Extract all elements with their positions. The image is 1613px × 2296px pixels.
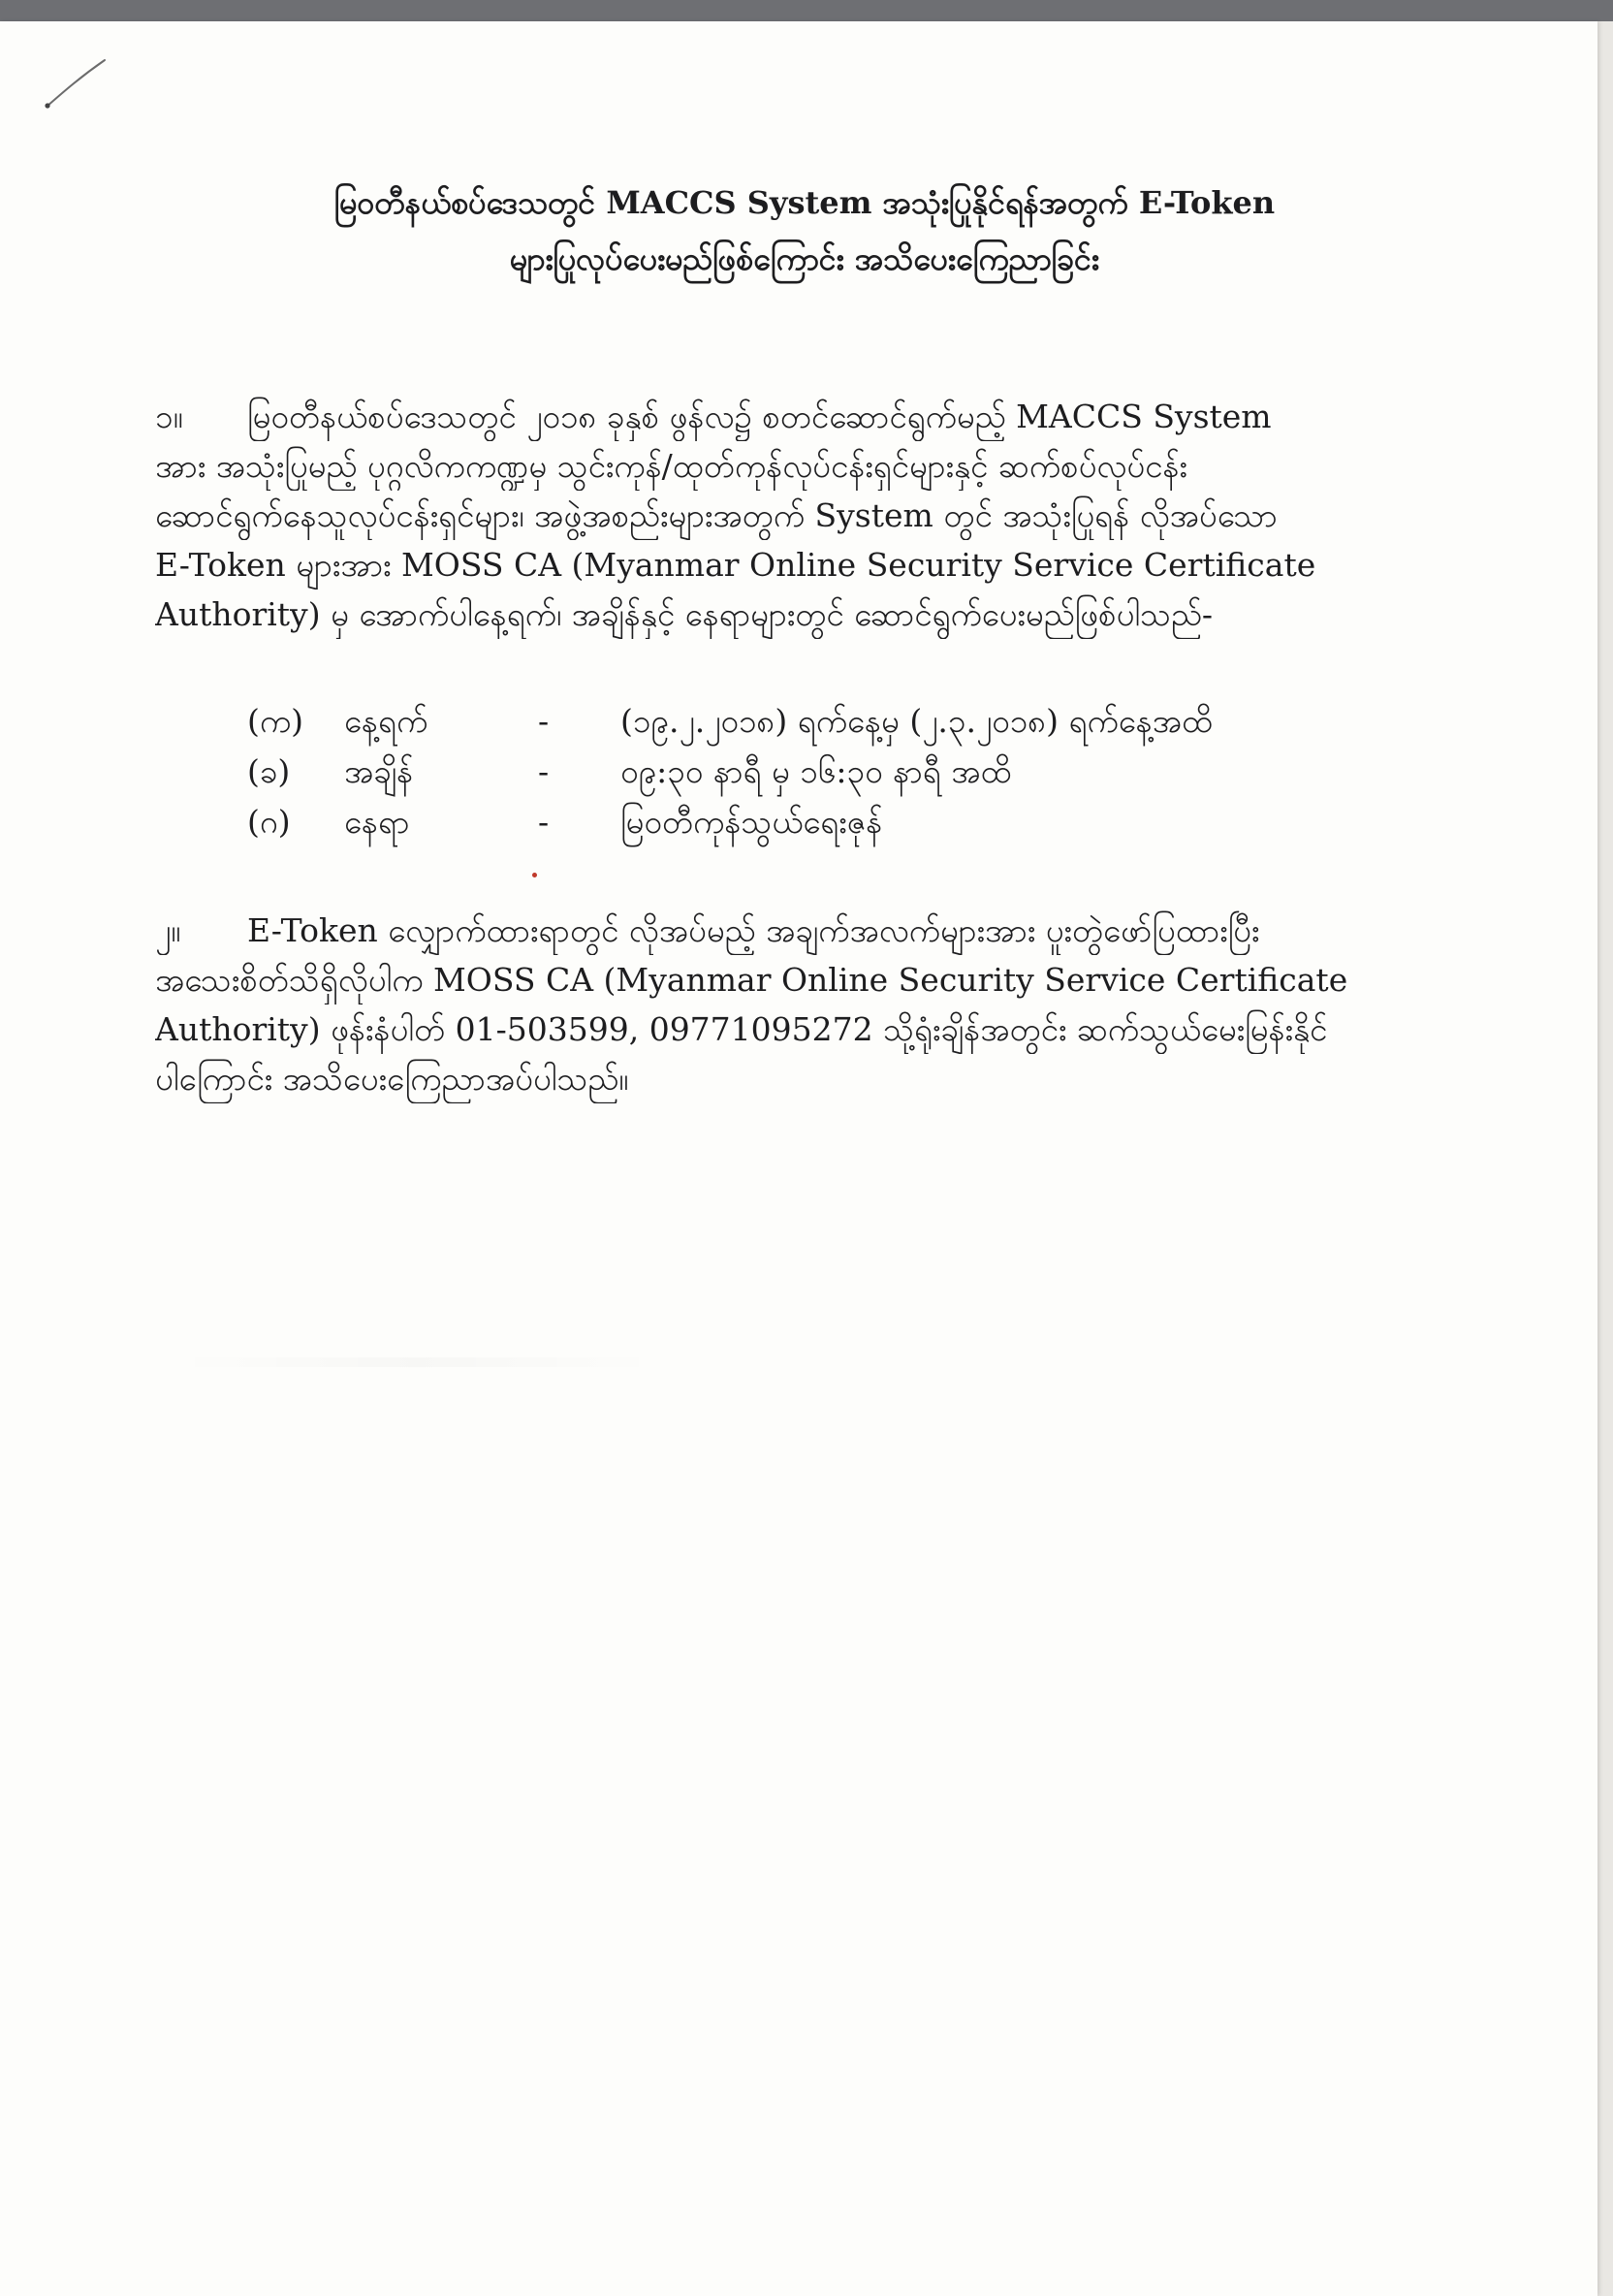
detail-label: နေ့ရက် xyxy=(344,702,428,740)
paragraph-2-line-1-text: E-Token လျှောက်ထားရာတွင် လိုအပ်မည့် အချက်အလက်များအား ပူးတွဲဖော်ပြထားပြီး xyxy=(247,911,1260,949)
detail-dash: - xyxy=(538,803,550,841)
paragraph-2-line-3: Authority) ဖုန်းနံပါတ် 01-503599, 09771095272 သို့ရုံးချိန်အတွင်း ဆက်သွယ်မေးမြန်းနိုင် xyxy=(155,1010,1328,1048)
detail-value: ၀၉:၃၀ နာရီ မှ ၁၆:၃၀ နာရီ အထိ xyxy=(620,752,1012,790)
detail-value: (၁၉.၂.၂၀၁၈) ရက်နေ့မှ (၂.၃.၂၀၁၈) ရက်နေ့အထိ xyxy=(620,702,1213,740)
show-through-bleed xyxy=(174,1357,659,1367)
paragraph-1-line-4: E-Token များအား MOSS CA (Myanmar Online Security Service Certificate xyxy=(155,546,1316,584)
document-title xyxy=(194,175,1415,287)
detail-dash: - xyxy=(538,702,550,740)
title-line-1: မြဝတီနယ်စပ်ဒေသတွင် MACCS System အသုံးပြုနိုင်ရန်အတွက် E-Token xyxy=(333,184,1276,221)
paragraph-1-line-1 xyxy=(155,392,1483,441)
title-line-2: များပြုလုပ်ပေးမည်ဖြစ်ကြောင်း အသိပေးကြေညာခြင်း xyxy=(509,240,1100,277)
paragraph-1 xyxy=(155,392,1483,639)
ink-speck xyxy=(532,873,537,877)
detail-label: နေရာ xyxy=(344,803,410,841)
detail-label: အချိန် xyxy=(344,752,414,790)
paragraph-1-line-5: Authority) မှ အောက်ပါနေ့ရက်၊ အချိန်နှင့် နေရာများတွင် ဆောင်ရွက်ပေးမည်ဖြစ်ပါသည်- xyxy=(155,595,1214,633)
paragraph-1-line-2: အား အသုံးပြုမည့် ပုဂ္ဂလိကကဏ္ဍမှ သွင်းကုန်/ထုတ်ကုန်လုပ်ငန်းရှင်များနှင့် ဆက်စပ်လုပ်ငန်း xyxy=(155,447,1187,485)
schedule-details xyxy=(247,696,1410,847)
pen-stroke-mark-icon xyxy=(43,54,111,112)
scanner-top-edge xyxy=(0,0,1613,21)
detail-marker: (က) xyxy=(247,702,304,740)
document-page xyxy=(0,21,1597,2296)
detail-dash: - xyxy=(538,752,550,790)
detail-row-date xyxy=(247,696,1410,747)
paragraph-2-line-2: အသေးစိတ်သိရှိလိုပါက MOSS CA (Myanmar Online Security Service Certificate xyxy=(155,961,1348,999)
paragraph-2-line-1 xyxy=(155,906,1483,955)
paragraph-1-number: ၁။ xyxy=(155,398,183,435)
detail-value: မြဝတီကုန်သွယ်ရေးဇုန် xyxy=(620,803,883,841)
paragraph-1-line-3: ဆောင်ရွက်နေသူလုပ်ငန်းရှင်များ၊ အဖွဲ့အစည်းများအတွက် System တွင် အသုံးပြုရန် လိုအပ်သော xyxy=(155,496,1278,534)
detail-row-place xyxy=(247,797,1410,847)
paragraph-1-line-1-text: မြဝတီနယ်စပ်ဒေသတွင် ၂၀၁၈ ခုနှစ် ဖွန်လ၌ စတင်ဆောင်ရွက်မည့် MACCS System xyxy=(247,398,1272,435)
detail-marker: (ဂ) xyxy=(247,803,291,841)
paragraph-2-line-4: ပါကြောင်း အသိပေးကြေညာအပ်ပါသည်။ xyxy=(155,1060,629,1098)
paragraph-2-number: ၂။ xyxy=(155,911,181,949)
detail-marker: (ခ) xyxy=(247,752,291,790)
paragraph-2 xyxy=(155,906,1483,1103)
detail-row-time xyxy=(247,747,1410,797)
